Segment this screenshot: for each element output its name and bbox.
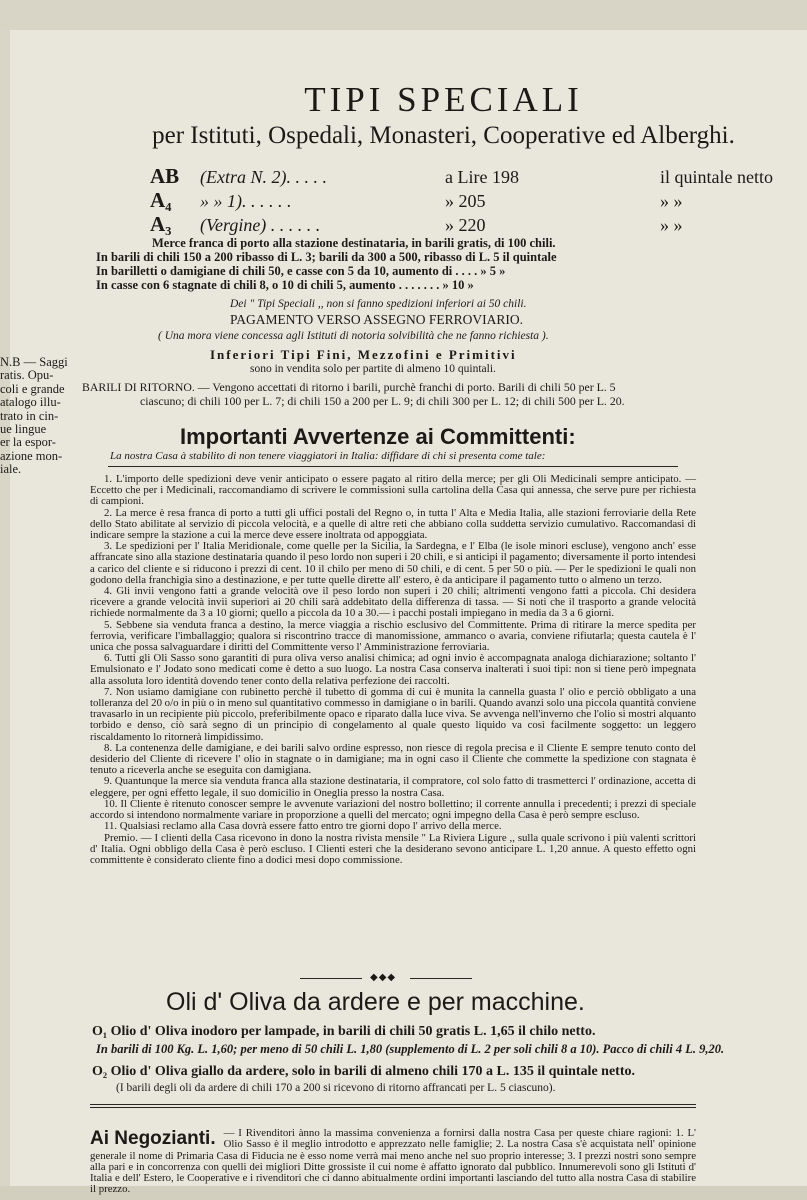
ornament-divider: ◆◆◆ xyxy=(370,972,397,983)
price-amount: a Lire 198 xyxy=(445,167,519,187)
price-code: A₃ xyxy=(150,212,172,236)
warning-paragraph: 8. La contenenza delle damigiane, e dei barili salvo ordine espresso, non riesce di regola precisa e il Cliente E sempre tenuto conto del desiderio del Cliente di ricevere l' olio in stagnate o in damigiane; ma in ogni caso il Cliente che commette la spedizione con stagnata è tenuto a riceverla anche se eseguita con damigiana. xyxy=(90,741,696,777)
warning-paragraph: 10. Il Cliente è ritenuto conoscer sempre le avvenute variazioni del nostro bollettino; il corrente annulla i precedenti; i prezzi di speciale accordo si intendono normalmente variare in proporzione a quelli del mercato; ogni impegno della Casa è però sempre escluso. xyxy=(90,797,696,822)
price-unit: » » xyxy=(660,215,683,235)
warning-paragraph: 9. Quantunque la merce sia venduta franca alla stazione destinataria, il compratore, col solo fatto di trasmetterci l' ordinazione, accetta di eleggere, per ogni effetto legale, il suo domicilio in Oneglia presso la nostra Casa. xyxy=(90,775,696,799)
oli-item: O₁ Olio d' Oliva inodoro per lampade, in barili di chili 50 gratis L. 1,65 il chilo netto. xyxy=(92,1024,596,1039)
margin-line: ratis. Opu- xyxy=(0,368,54,383)
page-top-edge xyxy=(0,0,807,30)
warning-paragraph: 1. L'importo delle spedizioni deve venir anticipato o essere pagato al ritiro della merce; per gli Oli Medicinali sempre anticipato. — Eccetto che per i Medicinali, raccomandiamo di scrivere le commissioni sulla cartolina della Casa qui annessa, che serve pure per richiesta di campioni. xyxy=(90,473,696,508)
price-edition: (Extra N. 2). . . . . xyxy=(200,167,327,187)
warnings-body xyxy=(90,474,696,866)
delivery-line: In casse con 6 stagnate di chili 8, o 10 di chili 5, aumento . . . . . . . » 10 » xyxy=(96,278,474,292)
price-row xyxy=(150,212,683,237)
margin-line: coli e grande xyxy=(0,381,65,396)
margin-line: ue lingue xyxy=(0,422,47,437)
margin-line: iale. xyxy=(0,462,22,477)
delivery-line: Merce franca di porto alla stazione destinataria, in barili gratis, di 100 chili. xyxy=(152,236,556,250)
divider xyxy=(90,1104,696,1105)
warning-paragraph: 3. Le spedizioni per l' Italia Meridionale, come quelle per la Sicilia, la Sardegna, e l' Elba (le isole minori escluse), vengono anch' esse affrancate sino alla stazione destinataria quando il peso lordo non superi i 20 chili, e si anticipi il pagamento; diversamente il porto intendesi a carico del cliente e si riducono i prezzi di cent. 10 il chilo per meno di 50 chili, e di cent. 5 per 50 o più. — Per le spedizioni le quali non godono della franchigia sino a destinazione, e per tutte quelle dirette all' estero, è da anticipare il pagamento tutto o almeno un terzo. xyxy=(90,540,696,586)
delivery-line: In barili di chili 150 a 200 ribasso di L. 3; barili da 300 a 500, ribasso di L. 5 il quintale xyxy=(96,250,557,264)
mora-note: ( Una mora viene concessa agli Istituti di notoria solvibilità che ne fanno richiesta ). xyxy=(158,330,549,342)
price-code: A₄ xyxy=(150,188,172,212)
warning-paragraph: Premio. — I clienti della Casa ricevono in dono la nostra rivista mensile " La Riviera Ligure ,, sulla quale scrivono i più valenti scrittori d' Italia. Ogni obbligo della Casa è però escluso. I Clienti esteri che la desiderano sevono anticipare L. 1,20 annue. A questo effetto ogni committente è considerato cliente fino a dodici mesi dopo commissione. xyxy=(90,831,696,866)
page-subtitle: per Istituti, Ospedali, Monasteri, Cooperative ed Alberghi. xyxy=(152,122,735,149)
warning-paragraph: 11. Qualsiasi reclamo alla Casa dovrà essere fatto entro tre giorni dopo l' arrivo della merce. xyxy=(104,820,502,833)
warning-paragraph: 7. Non usiamo damigiane con rubinetto perchè il tubetto di gomma di cui è munita la cannella guasta l' olio e perciò obbligato a una tolleranza del 20 o/o in più o in meno sul quantitativo commesso in damigiane o in barili. Quando avanzi solo una piccola quantità conviene travasarlo in un recipiente più piccolo, preferibilmente opaco e riparato dalla luce viva. Se avvenga nell'inverno che l'olio si mostri alquanto torbido e denso, ciò sarà segno di un principio di congelamento al quale questo liquido va così facilmente soggetto: un leggero riscaldamento lo ritornerà limpidissimo. xyxy=(90,685,696,743)
warnings-subtitle: La nostra Casa à stabilito di non tenere viaggiatori in Italia: diffidare di chi si presenta come tale: xyxy=(110,450,546,462)
page-spine xyxy=(0,30,10,1190)
warning-paragraph: 4. Gli invii vengono fatti a grande velocità ove il peso lordo non superi i 20 chili; altrimenti vengono fatti a piccola. Chi desidera ricevere a grande velocità invii superiori ai 20 chili sarà addebitato della differenza di tassa. — Si noti che il trasporto a grande velocità richiede normalmente da 3 a 10 giorni; quello a piccola da 10 a 30.— i pacchi postali impiegano in media da 3 a 6 giorni. xyxy=(90,585,696,620)
oli-item: O₂ Olio d' Oliva giallo da ardere, solo in barili di almeno chili 170 a L. 135 il quintale netto. xyxy=(92,1064,635,1079)
page-title: TIPI SPECIALI xyxy=(304,80,583,119)
barili-line: BARILI DI RITORNO. — Vengono accettati di ritorno i barili, purchè franchi di porto. Barili di chili 50 per L. 5 xyxy=(82,380,616,394)
warnings-title: Importanti Avvertenze ai Committenti: xyxy=(180,424,576,449)
price-edition: (Vergine) . . . . . . xyxy=(200,215,321,235)
inferiori-note: sono in vendita solo per partite di almeno 10 quintali. xyxy=(250,363,496,375)
warning-paragraph: 6. Tutti gli Oli Sasso sono garantiti di pura oliva verso analisi chimica; ad ogni invio è accompagnata analoga dichiarazione; soltanto l' Emulsionato e l' Jodato sono medicati come è detto a suo luogo. La nostra Casa conserva inalterati i suoi tipi: non si tiene però impegnata alla assoluta loro identità dovendo tener conto della relativa perfezione dei raccolti. xyxy=(90,652,696,687)
barili-line: ciascuno; di chili 100 per L. 7; di chili 150 a 200 per L. 9; di chili 300 per L. 12; di chili 500 per L. 20. xyxy=(140,394,625,408)
delivery-line: In barilletti o damigiane di chili 50, e casse con 5 da 10, aumento di . . . . » 5 » xyxy=(96,264,506,278)
minimum-note: Dei " Tipi Speciali ,, non si fanno spedizioni inferiori ai 50 chili. xyxy=(230,298,527,310)
margin-line: azione mon- xyxy=(0,448,63,463)
margin-line: atalogo illu- xyxy=(0,395,61,410)
price-unit: il quintale netto xyxy=(660,167,773,187)
margin-line: N.B — Saggi xyxy=(0,355,68,369)
price-amount: » 220 xyxy=(445,215,486,235)
negozianti-text: — I Rivenditori ànno la massima convenienza a fornirsi dalla nostra Casa per queste chiare ragioni: 1. L' Olio Sasso è il meglio introdotto e apprezzato nelle famiglie; 2. La nostra Casa s'è acquistata nell' opinione generale il nome di Primaria Casa di Fiducia ne è esso nome verrà mai meno anche nel suo proprio interesse; 3. I prezzi nostri sono sempre alla pari e in concorrenza con quelli dei migliori Ditte grossiste il cui nome è affatto ignorato dal pubblico. Innumerevoli sono gli Istituti d' Italia e dell' Estero, le Cooperative e i rivenditori che ci danno abitualmente ordini importanti lasciando del tutto alla nostra Casa di stabilire il prezzo. xyxy=(90,1127,696,1196)
warning-paragraph: 5. Sebbene sia venduta franca a destino, la merce viaggia a rischio esclusivo del Committente. Prima di ritirare la merce spedita per ferrovia, verificare l'imballaggio; qualora si riscontrino tracce di manomissione, ammanco o avaria, conviene rifiutarla; questa cautela è l' unica che possa salvaguardare i diritti del Committente verso l' Amministrazione ferroviaria. xyxy=(90,618,696,654)
oli-item-note: In barili di 100 Kg. L. 1,60; per meno di 50 chili L. 1,80 (supplemento di L. 2 per soli chili 8 a 10). Pacco di chili 4 L. 9,20. xyxy=(96,1042,725,1056)
price-code: AB xyxy=(150,164,180,188)
negozianti-section xyxy=(90,1128,696,1196)
warning-paragraph: 2. La merce è resa franca di porto a tutti gli uffici postali del Regno o, in tutta l' Alta e Media Italia, alle stazioni ferroviarie della Rete dello Stato abilitate al servizio di piccola velocità, e a quelle di altre reti che abbiano colla suddetta servizio cumulativo. Raccomandasi di indicare sempre la stazione a cui la merce deve essere inoltrata od appoggiata. xyxy=(90,506,696,542)
divider xyxy=(90,1107,696,1108)
inferiori-title: Inferiori Tipi Fini, Mezzofini e Primitivi xyxy=(210,347,517,362)
margin-note xyxy=(0,356,76,477)
negozianti-heading: Ai Negozianti. xyxy=(90,1128,216,1149)
oli-item-note: (I barili degli oli da ardere di chili 170 a 200 si ricevono di ritorno affrancati per L. 5 ciascuno). xyxy=(116,1082,556,1094)
oli-title: Oli d' Oliva da ardere e per macchine. xyxy=(166,988,585,1016)
price-unit: » » xyxy=(660,191,683,211)
margin-line: trato in cin- xyxy=(0,408,59,423)
price-row xyxy=(150,188,683,213)
margin-line: er la espor- xyxy=(0,435,56,450)
price-edition: » » 1). . . . . . xyxy=(200,191,292,211)
divider xyxy=(410,978,472,979)
price-amount: » 205 xyxy=(445,191,486,211)
divider xyxy=(300,978,362,979)
divider xyxy=(108,466,678,467)
payment-note: PAGAMENTO VERSO ASSEGNO FERROVIARIO. xyxy=(230,312,524,327)
price-row xyxy=(150,164,773,189)
